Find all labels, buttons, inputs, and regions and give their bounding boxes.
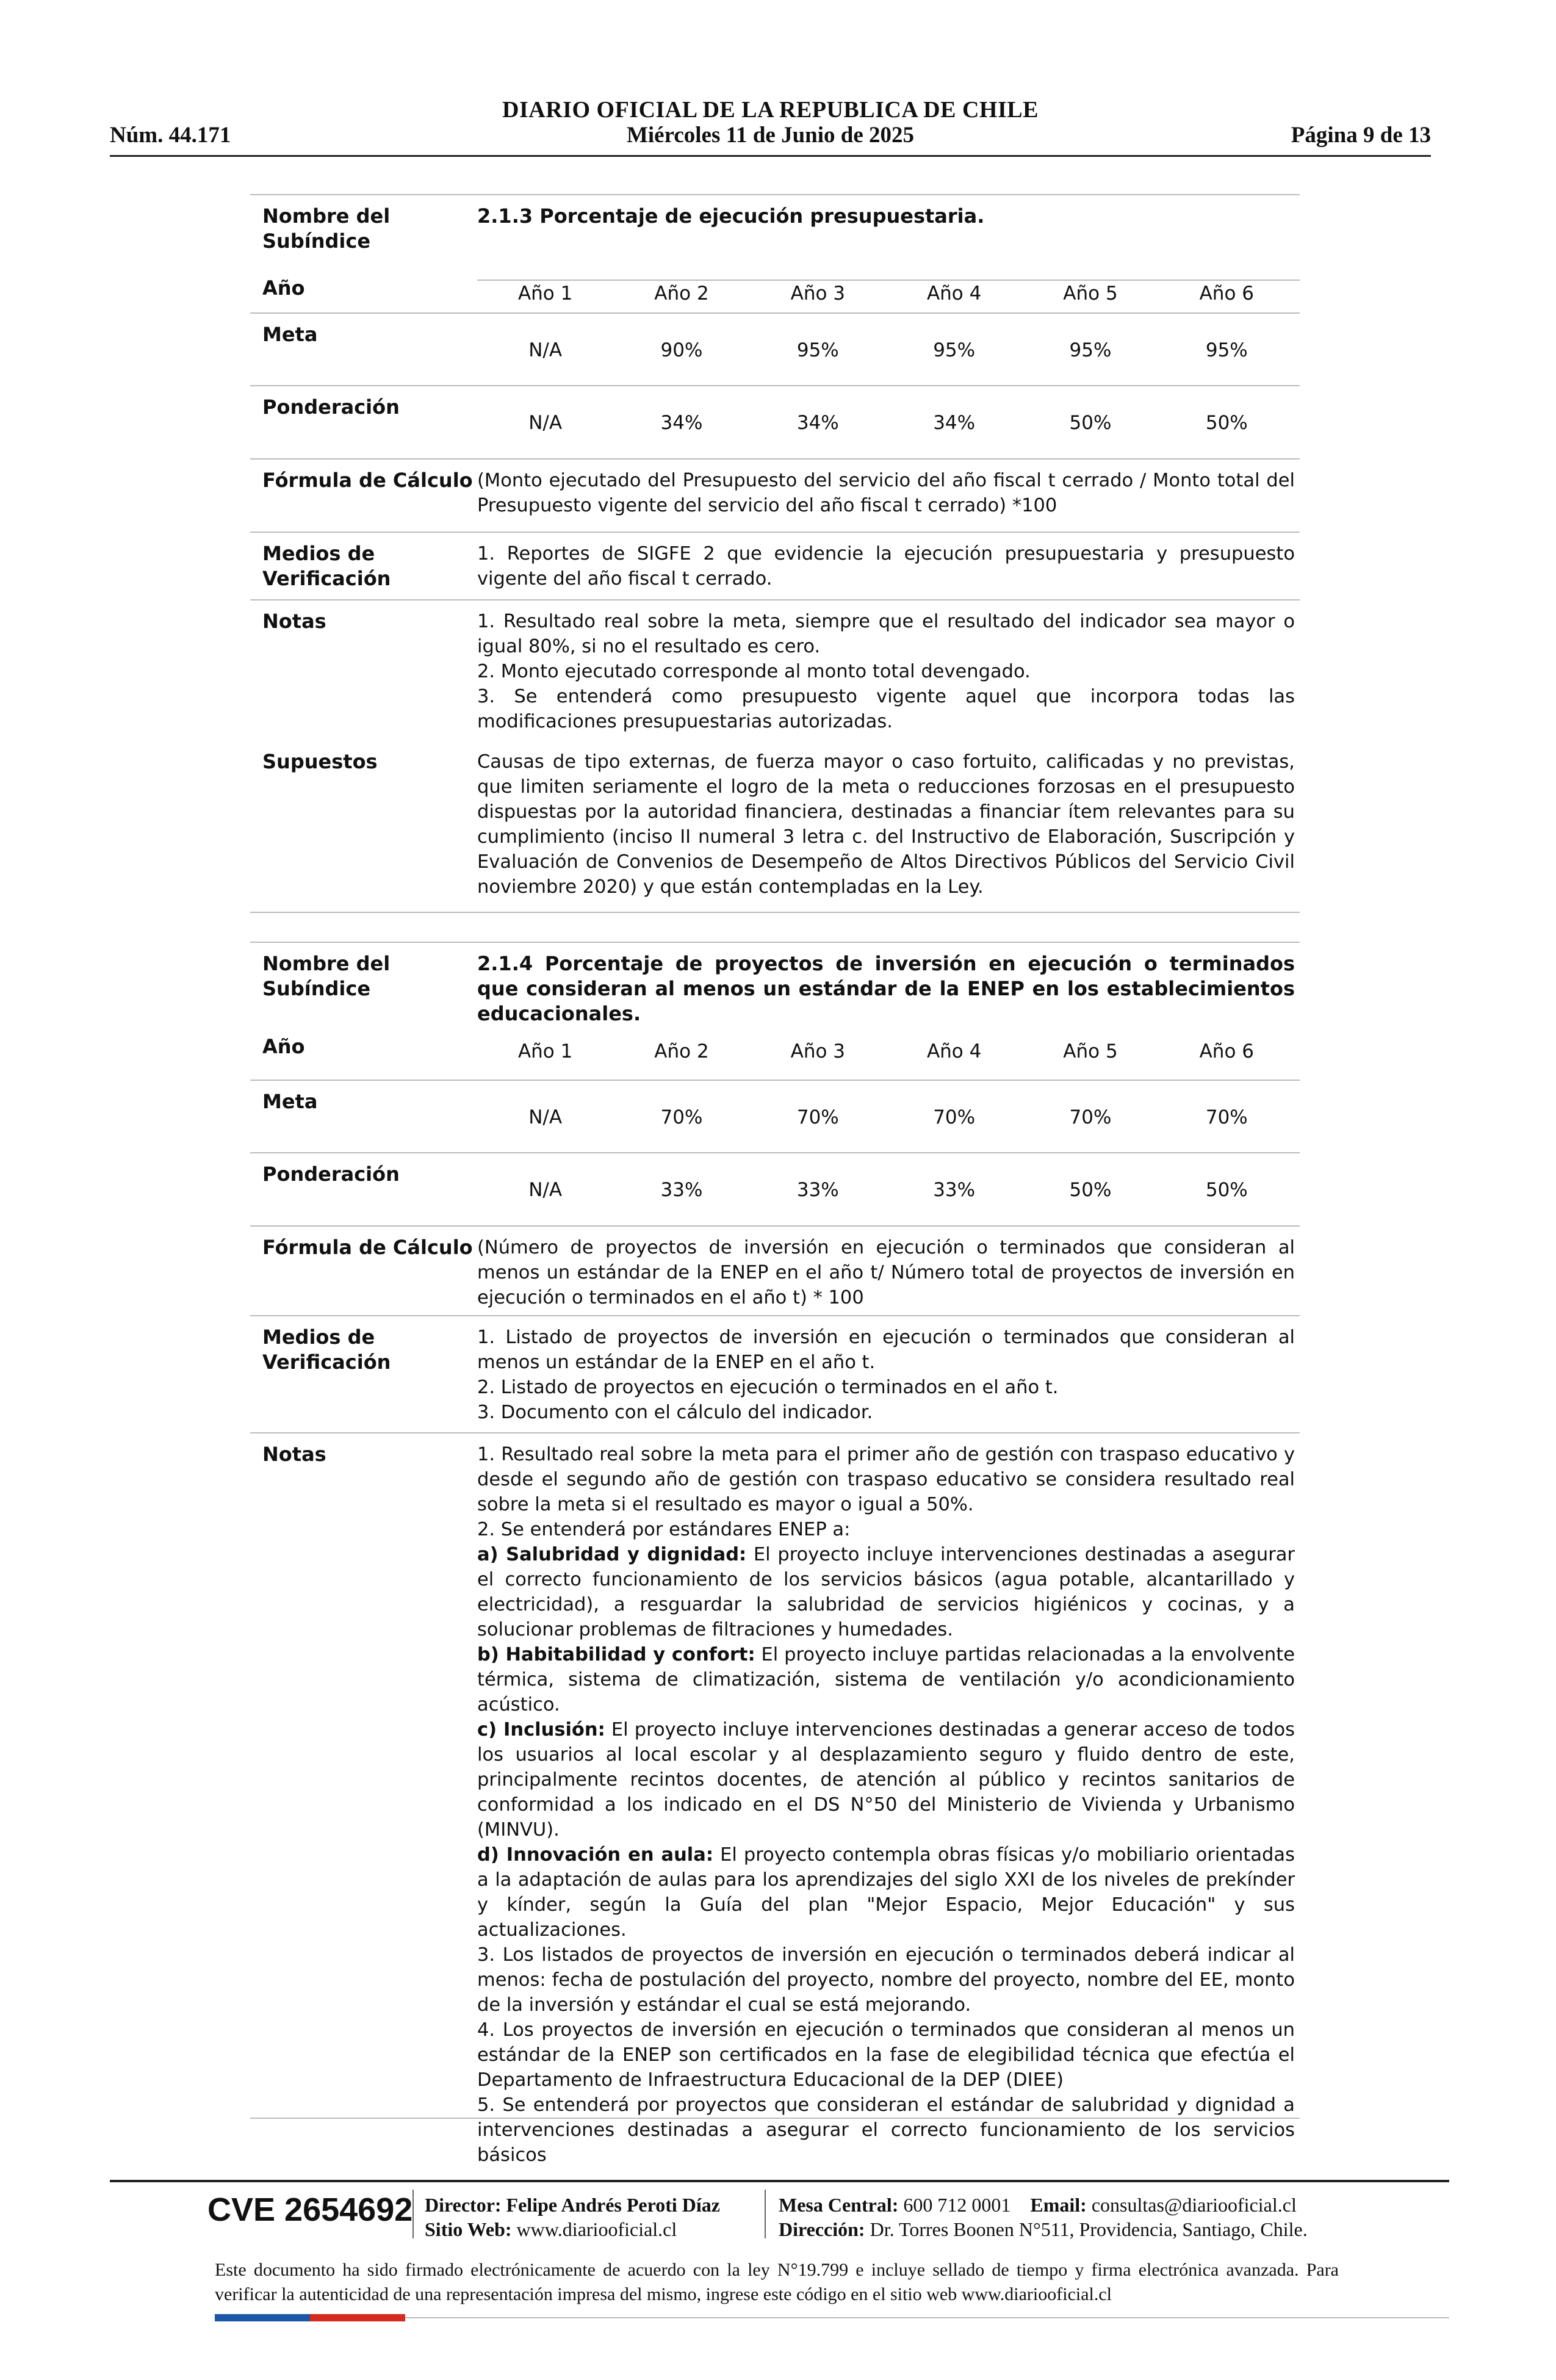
director-name: Felipe Andrés Peroti Díaz: [506, 2194, 720, 2216]
standard-key: d) Innovación en aula:: [477, 1844, 714, 1866]
issue-date: Miércoles 11 de Junio de 2025: [626, 123, 915, 148]
name-label: Nombre del Subíndice: [262, 204, 391, 253]
footer-divider: [110, 2180, 1449, 2182]
footer-director-block: [425, 2193, 720, 2241]
flag-blue: [215, 2314, 310, 2321]
formula-label: Fórmula de Cálculo: [262, 469, 473, 492]
nota-item: 1. Resultado real sobre la meta, siempre que el resultado del indicador sea mayor o igual 80%, si no el resultado es cero.: [477, 611, 1295, 657]
footer-contact-block: [779, 2193, 1308, 2241]
meta-cell: 90%: [660, 339, 703, 361]
supuestos-label: Supuestos: [262, 750, 378, 773]
nota-item: [477, 1642, 1295, 1717]
nota-item: [477, 1842, 1295, 1942]
ponderacion-cell: 33%: [933, 1179, 976, 1201]
medio-item: 2. Listado de proyectos en ejecución o terminados en el año t.: [477, 1377, 1059, 1398]
medios-label: Medios de Verificación: [262, 1325, 391, 1374]
notas-label: Notas: [262, 610, 326, 633]
table-bottom-rule: [250, 912, 1300, 913]
formula-label: Fórmula de Cálculo: [262, 1236, 473, 1259]
meta-cell: 95%: [1205, 339, 1248, 361]
ponderacion-values: [477, 1153, 1300, 1225]
mesa-label: Mesa Central:: [779, 2194, 899, 2216]
standard-text: El proyecto incluye intervenciones destinadas a generar acceso de todos los usuarios al local escolar y al desplazamiento seguro y fluido dentro de este, principalmente recintos docentes, de atención al público y recintos sanitarios de conformidad a los indicado en el DS N°50 del Ministerio de Vivienda y Urbanismo (MINVU).: [477, 1719, 1295, 1841]
nota-item: [477, 1717, 1295, 1842]
ponderacion-cell: 50%: [1205, 1179, 1248, 1201]
meta-cell: 95%: [933, 339, 976, 361]
meta-cell: 70%: [1069, 1106, 1112, 1128]
medios-text: 1. Reportes de SIGFE 2 que evidencie la ejecución presupuestaria y presupuesto vigente del año fiscal t cerrado.: [477, 543, 1295, 590]
ponderacion-cell: 33%: [796, 1179, 839, 1201]
mesa-phone: 600 712 0001: [903, 2194, 1011, 2216]
notas-list: [477, 600, 1300, 741]
year-cell: Año 6: [1199, 282, 1254, 305]
standard-key: c) Inclusión:: [477, 1719, 605, 1740]
website-link[interactable]: www.diariooficial.cl: [516, 2218, 677, 2240]
medios-label: Medios de Verificación: [262, 542, 391, 590]
website-line: [425, 2217, 720, 2241]
ponderacion-cell: 50%: [1205, 412, 1248, 434]
standard-text: El proyecto incluye intervenciones destinadas a asegurar el correcto funcionamiento de los servicios básicos (agua potable, alcantarillado y electricidad), a resguardar la salubridad de servicios higiénicos y cocinas, y a solucionar problemas de filtraciones y humedades.: [477, 1544, 1295, 1640]
formula-text: (Número de proyectos de inversión en ejecución o terminados que consideran al menos un estándar de la ENEP en el año t/ Número total de proyectos de inversión en ejecución o terminados en el año t) * 100: [477, 1237, 1295, 1308]
year-row: [250, 267, 1300, 312]
medio-item: 1. Listado de proyectos de inversión en ejecución o terminados que consideran al menos un estándar de la ENEP en el año t.: [477, 1327, 1295, 1373]
legal-notice: Este documento ha sido firmado electrónicamente de acuerdo con la ley N°19.799 e incluye sellado de tiempo y firma electrónica avanzada. Para verificar la autenticidad de una representación impresa del mismo, ingrese este código en el sitio web www.diariooficial.cl: [215, 2260, 1339, 2304]
year-cell: Año 3: [790, 1040, 846, 1062]
email-label: Email:: [1030, 2194, 1087, 2216]
ponderacion-cell: N/A: [528, 412, 563, 434]
ponderacion-cell: 33%: [660, 1179, 703, 1201]
notas-content: [477, 1433, 1300, 2166]
medio-item: 3. Documento con el cálculo del indicador.: [477, 1402, 873, 1423]
page-indicator: Página 9 de 13: [1291, 123, 1431, 148]
nota-item: 3. Los listados de proyectos de inversión en ejecución o terminados deberá indicar al menos: fecha de postulación del proyecto, nombre del proyecto, nombre del EE, monto de la inversión y estándar el cual se está mejorando.: [477, 1944, 1295, 2016]
notas-row: [250, 599, 1300, 741]
standard-key: b) Habitabilidad y confort:: [477, 1644, 755, 1665]
year-cell: Año 4: [926, 282, 982, 305]
year-header: [477, 279, 1300, 312]
medios-list: [477, 1316, 1300, 1432]
notas-row: [250, 1432, 1300, 2166]
meta-cell: N/A: [528, 339, 563, 361]
year-cell: Año 2: [654, 282, 709, 305]
medios-row: [250, 532, 1300, 599]
ponderacion-values: [477, 386, 1300, 458]
meta-cell: 70%: [933, 1106, 976, 1128]
year-header: [477, 1034, 1300, 1080]
ponderacion-cell: 34%: [660, 412, 703, 434]
meta-cell: 70%: [660, 1106, 703, 1128]
ponderacion-cell: N/A: [528, 1179, 563, 1201]
standard-text: El proyecto incluye partidas relacionadas a la envolvente térmica, sistema de climatización, sistema de ventilación y/o acondicionamiento acústico.: [477, 1644, 1295, 1715]
year-cell: Año 2: [654, 1040, 709, 1062]
director-line: [425, 2193, 720, 2217]
email-link[interactable]: consultas@diariooficial.cl: [1091, 2194, 1297, 2216]
formula-text: (Monto ejecutado del Presupuesto del servicio del año fiscal t cerrado / Monto total del Presupuesto vigente del servicio del año fiscal t cerrado) *100: [477, 470, 1295, 516]
subindex-table-2-1-3: [250, 194, 1300, 913]
ponderacion-row: [250, 1152, 1300, 1225]
cve-code: CVE 2654692: [207, 2191, 413, 2228]
year-label: Año: [262, 1035, 305, 1058]
footer-separator: [765, 2190, 766, 2238]
subindex-name: 2.1.3 Porcentaje de ejecución presupuestaria.: [477, 204, 985, 228]
issue-number: Núm. 44.171: [110, 123, 231, 148]
notas-label: Notas: [262, 1443, 326, 1466]
ponderacion-row: [250, 385, 1300, 458]
meta-cell: 70%: [1205, 1106, 1248, 1128]
standard-text: El proyecto contempla obras físicas y/o mobiliario orientadas a la adaptación de aulas para los aprendizajes del siglo XXI de los niveles de prekínder y kínder, según la Guía del plan "Mejor Espacio, Mejor Educación" y sus actualizaciones.: [477, 1844, 1295, 1941]
nota-item: 5. Se entenderá por proyectos que consideran el estándar de salubridad y dignidad a intervenciones destinadas a asegurar el correcto funcionamiento de los servicios básicos: [477, 2094, 1295, 2166]
year-cell: Año 4: [926, 1040, 982, 1062]
ponderacion-cell: 50%: [1069, 412, 1112, 434]
year-row: [250, 1034, 1300, 1080]
address-text: Dr. Torres Boonen N°511, Providencia, Santiago, Chile.: [870, 2218, 1308, 2240]
meta-cell: 95%: [1069, 339, 1112, 361]
footer-separator: [412, 2190, 414, 2238]
address-label: Dirección:: [779, 2218, 865, 2240]
meta-values: [477, 1081, 1300, 1152]
contact-line: [779, 2193, 1308, 2217]
meta-label: Meta: [262, 323, 318, 346]
nota-item: 4. Los proyectos de inversión en ejecución o terminados que consideran al menos un estándar de la ENEP son certificados en la fase de elegibilidad técnica que efectúa el Departamento de Infraestructura Educacional de la DEP (DIEE): [477, 2019, 1295, 2091]
formula-row: [250, 458, 1300, 532]
year-cell: Año 5: [1063, 1040, 1118, 1062]
name-label: Nombre del Subíndice: [262, 952, 391, 1000]
flag-stripe: [215, 2314, 405, 2321]
meta-label: Meta: [262, 1090, 318, 1113]
newspaper-title: DIARIO OFICIAL DE LA REPUBLICA DE CHILE: [502, 97, 1039, 123]
page-header: [110, 92, 1431, 159]
name-row: [250, 194, 1300, 267]
supuestos-text: Causas de tipo externas, de fuerza mayor o caso fortuito, calificadas y no previstas, que limiten seriamente el logro de la meta o reducciones forzosas en el presupuesto dispuestas por la autoridad financiera, destinadas a financiar ítem relevantes para su cumplimiento (inciso II numeral 3 letra c. del Instructivo de Elaboración, Suscripción y Evaluación de Convenios de Desempeño de Altos Directivos Públicos del Servicio Civil noviembre 2020) y que están contempladas en la Ley.: [477, 751, 1295, 898]
subindex-table-2-1-4: [250, 942, 1300, 2166]
year-label: Año: [262, 276, 305, 300]
director-label: Director:: [425, 2194, 502, 2216]
subindex-name: 2.1.4 Porcentaje de proyectos de inversión en ejecución o terminados que consideran al menos un estándar de la ENEP en los establecimientos educacionales.: [477, 952, 1295, 1025]
meta-row: [250, 312, 1300, 385]
meta-cell: 70%: [796, 1106, 839, 1128]
year-cell: Año 5: [1063, 282, 1118, 305]
year-cell: Año 1: [517, 1040, 573, 1062]
nota-item: 3. Se entenderá como presupuesto vigente aquel que incorpora todas las modificaciones presupuestarias autorizadas.: [477, 686, 1295, 732]
nota-item: 2. Monto ejecutado corresponde al monto total devengado.: [477, 661, 1031, 682]
address-line: [779, 2217, 1308, 2241]
ponderacion-label: Ponderación: [262, 1163, 400, 1186]
ponderacion-cell: 34%: [796, 412, 839, 434]
supuestos-row: [250, 741, 1300, 912]
meta-row: [250, 1080, 1300, 1152]
nota-item: [477, 1542, 1295, 1642]
header-divider: [110, 155, 1431, 157]
website-label: Sitio Web:: [425, 2218, 512, 2240]
flag-rule: [405, 2317, 1449, 2318]
nota-item: 2. Se entenderá por estándares ENEP a:: [477, 1519, 851, 1540]
meta-values: [477, 314, 1300, 385]
ponderacion-cell: 34%: [933, 412, 976, 434]
nota-item: 1. Resultado real sobre la meta para el primer año de gestión con traspaso educativo y desde el segundo año de gestión con traspaso educativo se considera resultado real sobre la meta si el resultado es mayor o igual a 50%.: [477, 1444, 1295, 1515]
ponderacion-label: Ponderación: [262, 395, 400, 419]
flag-red: [310, 2314, 405, 2321]
year-cell: Año 1: [517, 282, 573, 305]
meta-cell: N/A: [528, 1106, 563, 1128]
ponderacion-cell: 50%: [1069, 1179, 1112, 1201]
year-cell: Año 3: [790, 282, 846, 305]
formula-row: [250, 1225, 1300, 1315]
medios-row: [250, 1315, 1300, 1432]
name-row: [250, 942, 1300, 1034]
year-cell: Año 6: [1199, 1040, 1254, 1062]
meta-cell: 95%: [796, 339, 839, 361]
standard-key: a) Salubridad y dignidad:: [477, 1544, 747, 1565]
